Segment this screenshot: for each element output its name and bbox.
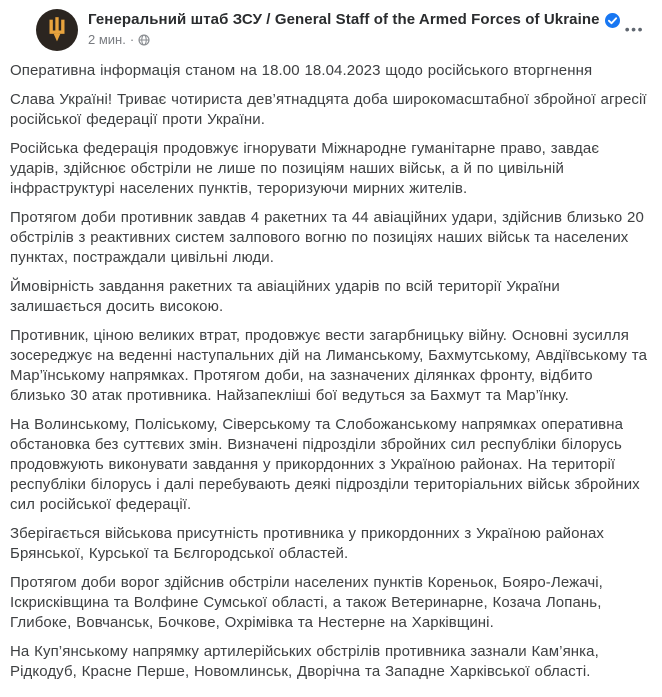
post-paragraph: Противник, ціною великих втрат, продовжує вести загарбницьку війну. Основні зусилля зосереджує на веденні наступальних дій на Лиманському, Бахмутському, Авдіївському та Мар’їнському напрямках. Протягом доби, на зазначених ділянках фронту, відбито близько 30 атак противника. Найзапекліші бої ведуться за Бахмут та Мар’їнку. — [10, 327, 648, 404]
meta-separator: · — [129, 32, 135, 47]
post-paragraph: Ймовірність завдання ракетних та авіаційних ударів по всій території України залишається досить високою. — [10, 278, 560, 315]
header-text — [88, 9, 620, 48]
post-paragraph: Оперативна інформація станом на 18.00 18.04.2023 щодо російського вторгнення — [10, 62, 593, 79]
timestamp[interactable]: 2 мин. — [88, 32, 126, 47]
post-paragraph: Протягом доби ворог здійснив обстріли населених пунктів Кореньок, Бояро-Лежачі, Іскрисківщина та Волфине Сумської області, а також Ветеринарне, Козача Лопань, Глибоке, Вовчанськ, Бочкове, Охрімівка та Нестерне на Харківщині. — [10, 574, 603, 631]
more-options-button[interactable]: ••• — [624, 21, 644, 37]
post-paragraph: На Волинському, Поліському, Сіверському та Слобожанському напрямках оперативна обстановка без суттєвих змін. Визначені підрозділи збройних сил республіки білорусь продовжують виконувати завдання у прикордонних з Україною районах. На території республіки білорусь і далі перебувають деякі підрозділи територіальних військ збройних сил російської федерації. — [10, 416, 640, 513]
verified-badge-icon — [605, 13, 620, 28]
post-paragraph: Російська федерація продовжує ігнорувати Міжнародне гуманітарне право, завдає ударів, здійснює обстріли не лише по позиціям наших військ, а й по цивільній інфраструктурі населених пунктів, тероризуючи мирних жителів. — [10, 140, 600, 197]
post-meta — [88, 32, 620, 48]
globe-icon — [138, 34, 150, 46]
post-paragraph: На Куп’янському напрямку артилерійських обстрілів противника зазнали Кам’янка, Рідкодуб, Красне Перше, Новомлинськ, Дворічна та Западне Харківської області. — [10, 643, 599, 680]
post-header — [0, 0, 662, 57]
avatar[interactable] — [36, 9, 78, 51]
post-paragraph: Слава Україні! Триває чотириста дев’ятнадцята доба широкомасштабної збройної агресії російської федерації проти України. — [10, 91, 647, 128]
post-paragraph: Зберігається військова присутність противника у прикордонних з Україною районах Брянської, Курської та Бєлгородської областей. — [10, 525, 605, 562]
post-body — [0, 57, 662, 697]
page-name[interactable]: Генеральний штаб ЗСУ / General Staff of the Armed Forces of Ukraine — [88, 11, 600, 28]
post-paragraph: Протягом доби противник завдав 4 ракетних та 44 авіаційних удари, здійснив близько 20 обстрілів з реактивних систем залпового вогню по позиціях наших військ та населених пунктах, постраждали цивільні люди. — [10, 209, 644, 266]
trident-icon — [47, 17, 67, 44]
